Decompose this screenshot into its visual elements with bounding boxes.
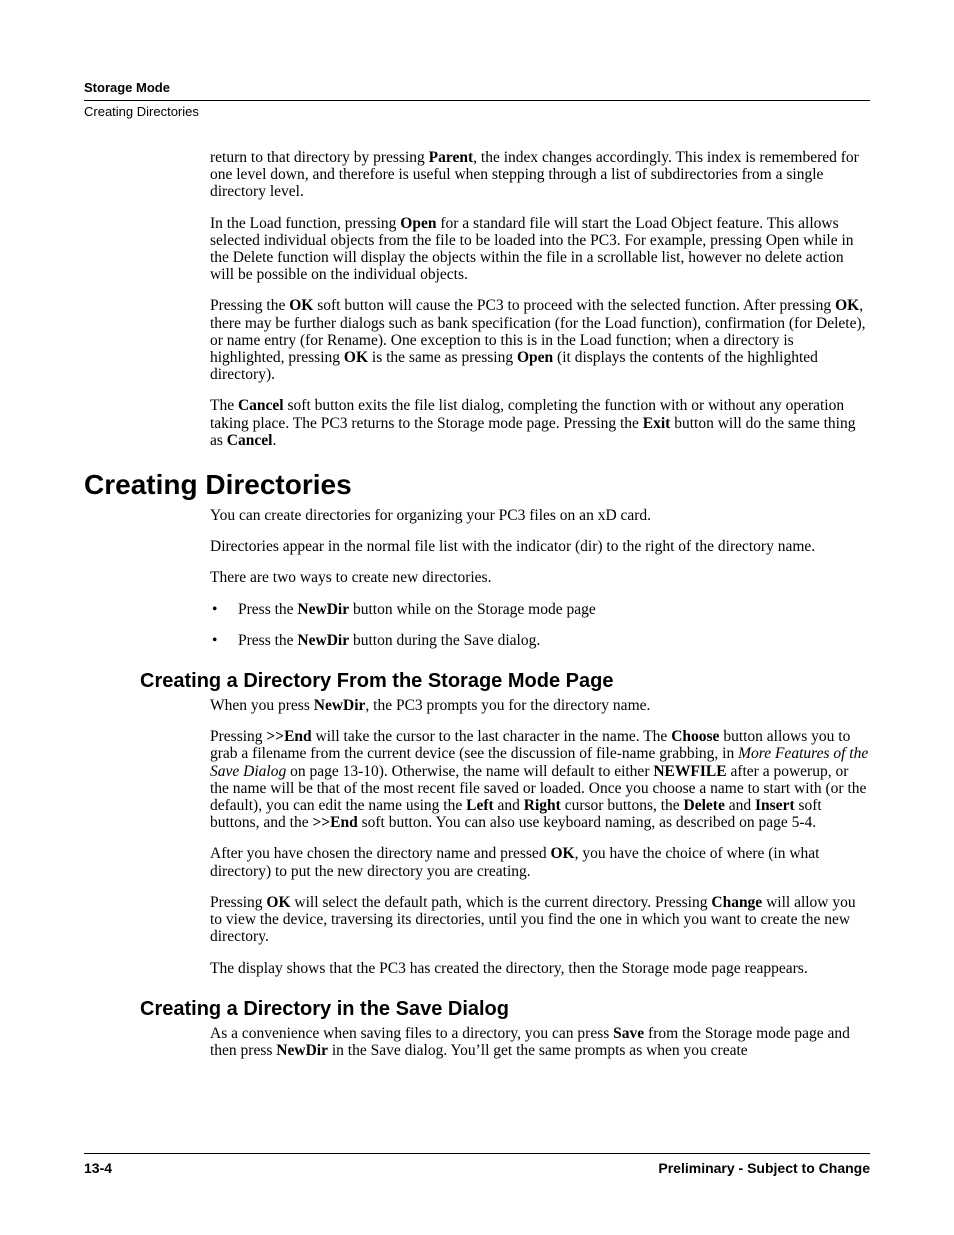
bold-term: >>End — [312, 814, 358, 832]
page-number: 13-4 — [84, 1160, 113, 1176]
text-run: soft button will cause the PC3 to proceed with the selected function. After pressing — [313, 297, 836, 315]
text-run: and — [724, 797, 755, 815]
text-run: . — [272, 431, 277, 449]
paragraph — [210, 569, 870, 586]
paragraph — [210, 149, 870, 201]
header-rule — [84, 100, 870, 101]
text-run: , the PC3 prompts you for the directory name. — [365, 697, 651, 715]
subsection-save-dialog-paragraphs — [84, 1025, 870, 1059]
text-run: The — [210, 397, 238, 415]
bullet-list — [84, 601, 870, 649]
text-run: will allow you to view the device, traversing its directories, until you find the one in which you want to create the new directory. — [210, 893, 856, 946]
paragraph — [210, 215, 870, 284]
paragraph — [210, 845, 870, 879]
bold-term: Right — [523, 797, 561, 815]
text-run: When you press — [210, 697, 314, 715]
text-run: (it displays the contents of the highlighted directory). — [210, 349, 818, 384]
text-run: , there may be further dialogs such as bank specification (for the Load function), confirmation (for Delete), or name entry (for Rename). One exception to this is in the Load function; when a directory is highlighted, pressing — [210, 297, 866, 367]
bold-term: >>End — [266, 728, 312, 746]
footer-rule — [84, 1153, 870, 1154]
text-run: In the Load function, pressing — [210, 214, 401, 232]
text-run: As a convenience when saving files to a directory, you can press — [210, 1024, 614, 1042]
bold-term: NewDir — [297, 631, 350, 649]
text-run: After you have chosen the directory name and pressed — [210, 845, 551, 863]
bold-term: OK — [266, 893, 291, 911]
bold-term: Exit — [642, 414, 671, 432]
text-run: soft button exits the file list dialog, completing the function with or without any operation taking place. The PC3 returns to the Storage mode page. Pressing the — [210, 397, 845, 432]
bold-term: Cancel — [226, 431, 273, 449]
bullet-item — [210, 601, 870, 618]
italic-reference: More Features of the Save Dialog — [210, 745, 869, 780]
text-run: Pressing — [210, 893, 267, 911]
bold-term: Parent — [428, 149, 474, 166]
bold-term: Open — [400, 214, 437, 232]
bold-term: NewDir — [297, 600, 350, 618]
text-run: soft buttons, and the — [210, 797, 822, 832]
subsection-heading-save-dialog: Creating a Directory in the Save Dialog — [140, 997, 509, 1020]
bold-term: Cancel — [237, 397, 284, 415]
text-run: button will do the same thing as — [210, 414, 856, 449]
paragraph — [210, 697, 870, 714]
text-run: in the Save dialog. You’ll get the same prompts as when you create — [327, 1041, 748, 1059]
text-run: The display shows that the PC3 has created the directory, then the Storage mode page reappears. — [210, 959, 808, 977]
bold-term: NEWFILE — [653, 762, 727, 780]
text-run: Pressing — [210, 728, 267, 746]
text-run: will select the default path, which is the current directory. Pressing — [290, 893, 712, 911]
text-run: There are two ways to create new directories. — [210, 569, 492, 587]
bold-term: Choose — [671, 728, 720, 746]
paragraph — [210, 538, 870, 555]
bold-term: Change — [711, 893, 763, 911]
text-run: will take the cursor to the last character in the name. The — [311, 728, 672, 746]
bold-term: OK — [835, 297, 860, 315]
page-content — [84, 149, 870, 1073]
subsection-heading-storage-mode-page: Creating a Directory From the Storage Mode Page — [140, 670, 614, 693]
bold-term: Insert — [755, 797, 795, 815]
text-run: after a powerup, or the name will be that of the most recent file saved or loaded. Once you choose a name to start with (or the default), you can edit the name using the — [210, 762, 867, 815]
text-run: Press the — [238, 631, 298, 649]
paragraph — [210, 297, 870, 383]
running-header-subsection: Creating Directories — [84, 104, 199, 119]
bold-term: OK — [550, 845, 575, 863]
section-paragraphs — [84, 507, 870, 587]
text-run: soft button. You can also use keyboard naming, as described on page 5-4. — [357, 814, 817, 832]
text-run: button while on the Storage mode page — [349, 600, 596, 618]
text-run: button allows you to grab a filename from the current device (see the discussion of file-name grabbing, in — [210, 728, 851, 763]
bold-term: OK — [343, 349, 369, 367]
text-run: is the same as pressing — [368, 349, 517, 367]
text-run: Press the — [238, 600, 298, 618]
text-run: Pressing the — [210, 297, 290, 315]
text-run: cursor buttons, the — [560, 797, 684, 815]
paragraph — [210, 397, 870, 449]
text-run: for a standard file will start the Load Object feature. This allows selected individual objects from the file to be loaded into the PC3. For example, pressing Open while in the Delete function will display the objects within the file in a scrollable list, however no delete action will be possible on the individual objects. — [210, 214, 854, 284]
text-run: , the index changes accordingly. This index is remembered for one level down, and therefore is useful when stepping through a list of subdirectories from a single directory level. — [210, 149, 859, 201]
text-run: on page 13-10). Otherwise, the name will default to either — [286, 762, 654, 780]
subsection-storage-mode-paragraphs — [84, 697, 870, 977]
text-run: Directories appear in the normal file list with the indicator (dir) to the right of the directory name. — [210, 538, 816, 556]
bold-term: Left — [466, 797, 494, 815]
running-header-section: Storage Mode — [84, 80, 170, 95]
text-run: from the Storage mode page and then press — [210, 1024, 850, 1059]
bold-term: Save — [613, 1024, 645, 1042]
paragraph — [210, 894, 870, 946]
bold-term: Open — [516, 349, 554, 367]
bold-term: NewDir — [276, 1041, 328, 1059]
bold-term: NewDir — [313, 697, 366, 715]
text-run: return to that directory by pressing — [210, 149, 429, 166]
intro-paragraphs — [84, 149, 870, 449]
footer-notice: Preliminary - Subject to Change — [658, 1160, 870, 1176]
bullet-item — [210, 632, 870, 649]
text-run: and — [493, 797, 524, 815]
bold-term: Delete — [683, 797, 725, 815]
paragraph — [210, 728, 870, 831]
text-run: , you have the choice of where (in what directory) to put the new directory you are creating. — [210, 845, 820, 880]
text-run: You can create directories for organizing your PC3 files on an xD card. — [210, 507, 652, 525]
bold-term: OK — [289, 297, 314, 315]
paragraph — [210, 1025, 870, 1059]
paragraph — [210, 507, 870, 524]
paragraph — [210, 960, 870, 977]
text-run: button during the Save dialog. — [349, 631, 541, 649]
section-heading: Creating Directories — [84, 469, 352, 501]
